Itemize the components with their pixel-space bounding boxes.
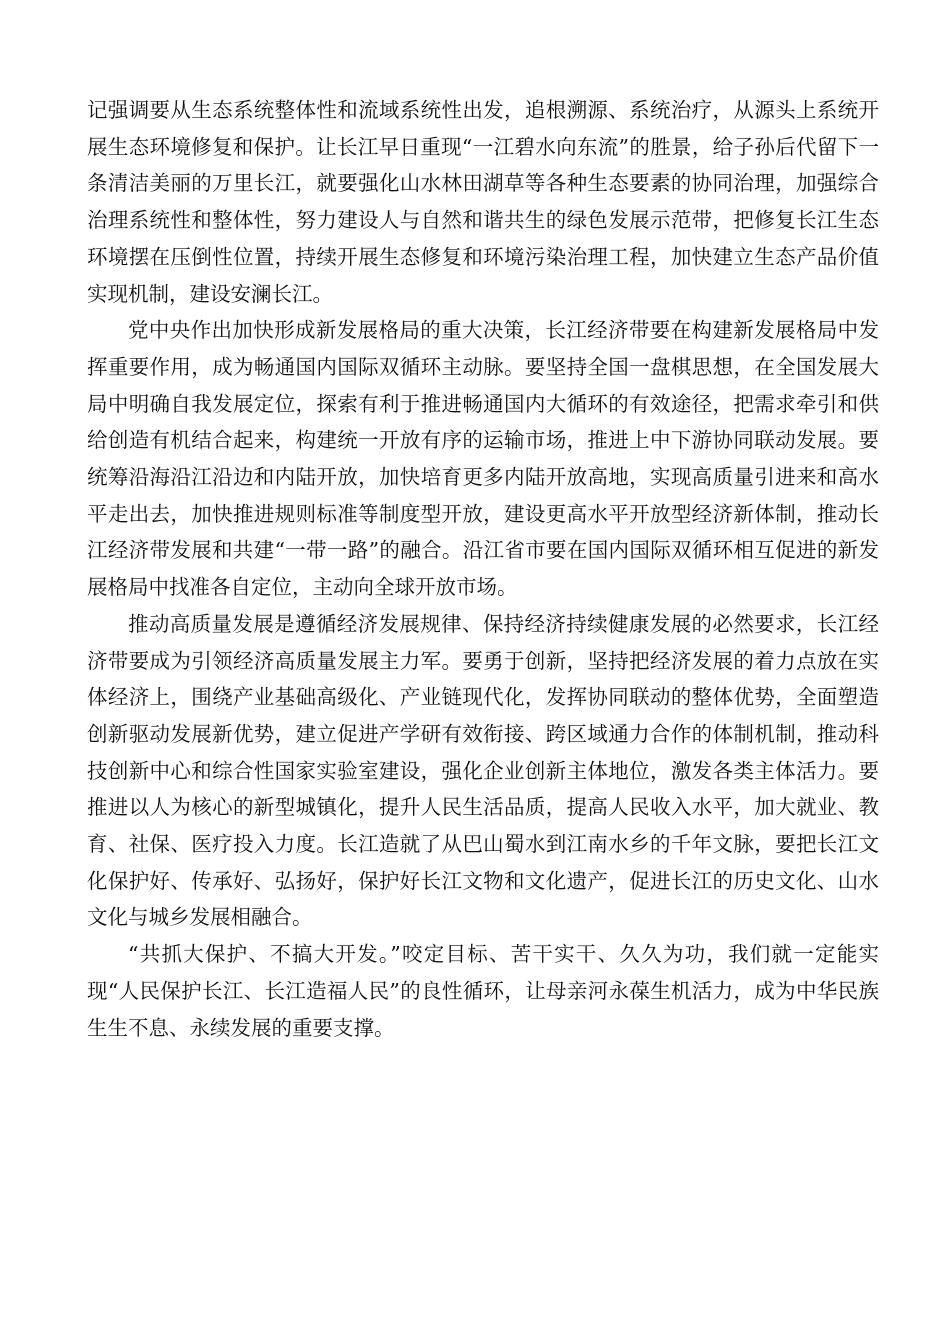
paragraph-2: 党中央作出加快形成新发展格局的重大决策，长江经济带要在构建新发展格局中发挥重要作用，成为畅通国内国际双循环主动脉。要坚持全国一盘棋思想，在全国发展大局中明确自我发展定位，探索有利于推进畅通国内大循环的有效途径，把需求牵引和供给创造有机结合起来，构建统一开放有序的运输市场，推进上中下游协同联动发展。要统筹沿海沿江沿边和内陆开放，加快培育更多内陆开放高地，实现高质量引进来和高水平走出去，加快推进规则标准等制度型开放，建设更高水平开放型经济新体制，推动长江经济带发展和共建“一带一路”的融合。沿江省市要在国内国际双循环相互促进的新发展格局中找准各自定位，主动向全球开放市场。 [87,318,879,600]
document-body [87,92,879,1046]
paragraph-3: 推动高质量发展是遵循经济发展规律、保持经济持续健康发展的必然要求，长江经济带要成为引领经济高质量发展主力军。要勇于创新，坚持把经济发展的着力点放在实体经济上，围绕产业基础高级化、产业链现代化，发挥协同联动的整体优势，全面塑造创新驱动发展新优势，建立促进产学研有效衔接、跨区域通力合作的体制机制，推动科技创新中心和综合性国家实验室建设，强化企业创新主体地位，激发各类主体活力。要推进以人为核心的新型城镇化，提升人民生活品质，提高人民收入水平，加大就业、教育、社保、医疗投入力度。长江造就了从巴山蜀水到江南水乡的千年文脉，要把长江文化保护好、传承好、弘扬好，保护好长江文物和文化遗产，促进长江的历史文化、山水文化与城乡发展相融合。 [87,611,879,930]
paragraph-1: 记强调要从生态系统整体性和流域系统性出发，追根溯源、系统治疗，从源头上系统开展生态环境修复和保护。让长江早日重现“一江碧水向东流”的胜景，给子孙后代留下一条清洁美丽的万里长江，就要强化山水林田湖草等各种生态要素的协同治理，加强综合治理系统性和整体性，努力建设人与自然和谐共生的绿色发展示范带，把修复长江生态环境摆在压倒性位置，持续开展生态修复和环境污染治理工程，加快建立生态产品价值实现机制，建设安澜长江。 [87,98,879,306]
paragraph-4: “共抓大保护、不搞大开发。”咬定目标、苦干实干、久久为功，我们就一定能实现“人民保护长江、长江造福人民”的良性循环，让母亲河永葆生机活力，成为中华民族生生不息、永续发展的重要支撑。 [87,942,879,1040]
